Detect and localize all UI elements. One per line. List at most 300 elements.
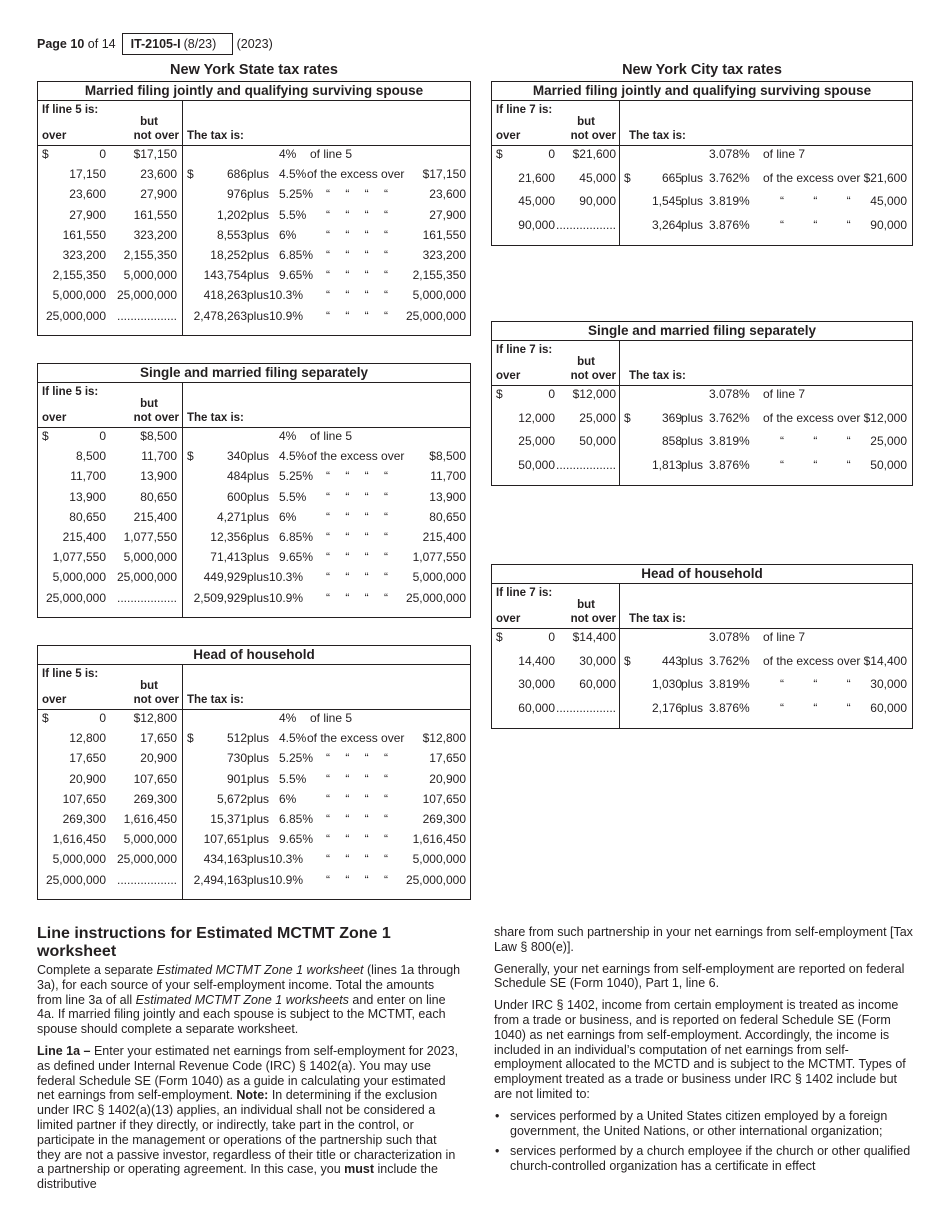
dollar-sign: $ — [42, 711, 49, 725]
table-row — [38, 530, 182, 550]
plus-label: plus — [247, 449, 270, 464]
not-over-value: $17,150 — [133, 147, 177, 161]
base-tax: 2,478,263 — [193, 308, 247, 323]
table-row — [38, 167, 182, 187]
table-row — [183, 812, 470, 832]
not-over-value: 25,000,000 — [116, 570, 177, 585]
over-value: 17,650 — [69, 751, 106, 766]
of-label: of — [87, 37, 99, 51]
rate-description: “ “ “ “ — [326, 751, 388, 766]
plus-label: plus — [247, 308, 270, 323]
excess-over: $12,800 — [422, 731, 466, 746]
not-over-value: 90,000 — [579, 194, 616, 208]
excess-over: 5,000,000 — [412, 852, 466, 867]
rate-description: “ “ “ “ — [326, 509, 388, 524]
table-row — [38, 731, 182, 751]
rate-description: of line 5 — [310, 711, 353, 725]
rate: 10.9% — [269, 590, 304, 605]
excess-over: 17,650 — [429, 751, 466, 766]
rate: 3.078% — [709, 630, 750, 644]
instructions-right — [494, 925, 914, 1180]
spacer — [38, 329, 182, 335]
rate: 10.9% — [269, 872, 304, 887]
not-over-label: not over — [570, 613, 616, 625]
dollar-sign: $ — [187, 449, 194, 464]
line-1a-text-1: Enter your estimated net earnings from self-employment for 2023, as defined under Internal Revenue Code (IRC) § 1402(a). You may use federal Schedule SE (Form 1040) as a guide in calculating your estimated net earnings from self-employment. — [37, 1043, 459, 1103]
rate-description: of the excess over — [307, 167, 405, 182]
base-tax: 443 — [661, 653, 682, 668]
tax-is-label: The tax is: — [187, 130, 244, 142]
not-over-value: 161,550 — [133, 207, 177, 222]
table-row — [492, 677, 619, 701]
bracket-header — [38, 383, 183, 427]
table-row — [620, 171, 912, 195]
plus-label: plus — [681, 217, 704, 232]
over-value: 1,616,450 — [52, 832, 106, 847]
plus-label: plus — [247, 751, 270, 766]
tax-column — [620, 386, 912, 485]
rate: 3.876% — [709, 700, 750, 715]
base-tax: 143,754 — [203, 268, 247, 283]
tax-column — [620, 629, 912, 728]
over-label: over — [42, 412, 67, 424]
not-over-value: 11,700 — [141, 449, 177, 464]
table-row — [38, 449, 182, 469]
table-row — [492, 147, 619, 171]
over-value: 25,000,000 — [45, 308, 106, 323]
page-number: 10 — [70, 37, 85, 51]
line-1a-text-2: In determining if the exclusion under IRC § 1402(a)(13) applies, an individual shall not be considered a limited partner if they directly, or indirectly, take part in the control, or participate in the management or operations of the partnership such that they are not a passive investor, regardless of their title or characterization in a partnership or operating agreement. In this case, you — [37, 1088, 456, 1177]
rate-description: of line 7 — [763, 147, 806, 161]
nys-title: New York State tax rates — [170, 62, 338, 78]
base-tax: 1,813 — [651, 457, 682, 472]
tax-column — [183, 710, 470, 899]
not-over-value: 5,000,000 — [123, 832, 177, 847]
table-row — [38, 228, 182, 248]
table-row — [38, 852, 182, 872]
base-tax: 369 — [661, 410, 682, 425]
rate-description: of line 5 — [310, 429, 353, 443]
table-row — [183, 832, 470, 852]
base-tax: 901 — [226, 771, 247, 786]
nys-table-head-of-household — [37, 645, 471, 900]
table-row — [183, 550, 470, 570]
rate-description: “ “ “ “ — [326, 550, 388, 565]
over-value: 269,300 — [62, 811, 106, 826]
table-body — [38, 146, 470, 335]
over-value: 5,000,000 — [52, 570, 106, 585]
over-value: 215,400 — [62, 529, 106, 544]
not-over-value: 50,000 — [579, 434, 616, 448]
intro-worksheet-name-2: Estimated MCTMT Zone 1 worksheets — [135, 992, 349, 1007]
base-tax: 418,263 — [203, 288, 247, 303]
base-tax: 730 — [226, 751, 247, 766]
spacer — [38, 893, 182, 899]
plus-label: plus — [247, 509, 270, 524]
plus-label: plus — [247, 872, 270, 887]
rate: 10.9% — [269, 308, 304, 323]
over-value: 20,900 — [69, 771, 106, 786]
spacer — [492, 241, 619, 245]
over-value: 0 — [548, 147, 555, 161]
spacer — [38, 611, 182, 617]
table-row — [38, 268, 182, 288]
over-value: 107,650 — [62, 791, 106, 806]
table-row — [183, 490, 470, 510]
base-tax: 1,545 — [651, 194, 682, 208]
plus-label: plus — [247, 771, 270, 786]
if-line-label: If line 7 is: — [496, 104, 553, 116]
rate: 6% — [279, 509, 297, 524]
plus-label: plus — [681, 410, 704, 425]
excess-over: 45,000 — [870, 194, 907, 208]
continuation-paragraph: share from such partnership in your net earnings from self-employment [Tax Law § 800(e)]. — [494, 925, 913, 954]
plus-label: plus — [681, 170, 704, 185]
rate-description: “ “ “ “ — [326, 852, 388, 867]
rate: 4% — [279, 147, 297, 161]
table-row — [38, 792, 182, 812]
over-value: 12,000 — [518, 410, 555, 425]
rate-description: “ “ “ “ — [326, 489, 388, 504]
over-value: 90,000 — [518, 217, 555, 232]
but-label: but — [140, 116, 158, 128]
table-row — [620, 411, 912, 435]
over-label: over — [42, 694, 67, 706]
base-tax: 484 — [226, 469, 247, 484]
table-row — [492, 387, 619, 411]
rate-description: “ “ “ “ — [326, 832, 388, 847]
rate-description: “ “ “ — [780, 434, 851, 448]
rate: 4.5% — [279, 731, 307, 746]
rate: 5.5% — [279, 207, 307, 222]
rate-description: “ “ “ “ — [326, 872, 388, 887]
base-tax: 449,929 — [203, 570, 247, 585]
table-column-headers — [492, 584, 912, 629]
rate-description: “ “ “ “ — [326, 529, 388, 544]
dollar-sign: $ — [624, 410, 631, 425]
rate: 10.3% — [269, 570, 304, 585]
over-value: 60,000 — [518, 700, 555, 715]
table-row — [183, 570, 470, 590]
excess-over: 215,400 — [422, 529, 466, 544]
if-line-label: If line 5 is: — [42, 668, 99, 680]
intro-text-3: and enter on line 4a. If married filing jointly and each spouse is subject to the MCTMT, each spouse should complete a separate worksheet. — [37, 992, 446, 1037]
rate: 9.65% — [279, 268, 314, 283]
table-row — [38, 208, 182, 228]
bracket-header — [38, 101, 183, 145]
table-row — [38, 873, 182, 893]
plus-label: plus — [247, 852, 270, 867]
table-row — [620, 701, 912, 725]
rate: 9.65% — [279, 832, 314, 847]
rate-description: of the excess over — [307, 731, 405, 746]
table-row — [38, 248, 182, 268]
rate: 3.762% — [709, 410, 750, 425]
not-over-value: 5,000,000 — [123, 550, 177, 565]
form-revision: (8/23) — [183, 37, 217, 51]
rate-description: “ “ “ — [780, 457, 851, 472]
rate: 3.819% — [709, 434, 750, 448]
plus-label: plus — [247, 469, 270, 484]
base-tax: 71,413 — [210, 550, 247, 565]
table-row — [183, 591, 470, 611]
not-over-value: .................. — [116, 872, 177, 887]
but-label: but — [140, 680, 158, 692]
not-over-value: .................. — [116, 308, 177, 323]
page-label: Page — [37, 37, 67, 51]
table-row — [183, 187, 470, 207]
bracket-header — [492, 584, 620, 628]
table-row — [183, 228, 470, 248]
not-over-value: $12,000 — [572, 387, 616, 401]
generally-paragraph: Generally, your net earnings from self-employment are reported on federal Schedule SE (Form 1040), Part 1, line 6. — [494, 961, 905, 991]
excess-over: 60,000 — [870, 700, 907, 715]
table-row — [492, 458, 619, 482]
excess-over: 25,000 — [870, 434, 907, 448]
nyc-table-single — [491, 321, 913, 486]
not-over-value: 5,000,000 — [123, 268, 177, 283]
table-row — [620, 458, 912, 482]
base-tax: 434,163 — [203, 852, 247, 867]
bracket-column — [492, 386, 620, 485]
table-row — [38, 832, 182, 852]
over-label: over — [496, 370, 521, 382]
dollar-sign: $ — [187, 167, 194, 182]
excess-over: 90,000 — [870, 217, 907, 232]
rate: 4.5% — [279, 167, 307, 182]
plus-label: plus — [681, 677, 704, 691]
rate-description: “ “ “ — [780, 677, 851, 691]
excess-over: 107,650 — [422, 791, 466, 806]
not-over-label: not over — [570, 370, 616, 382]
not-over-value: .................. — [555, 700, 616, 715]
rate: 3.819% — [709, 194, 750, 208]
table-row — [183, 309, 470, 329]
table-row — [183, 288, 470, 308]
rate: 3.078% — [709, 147, 750, 161]
table-row — [492, 434, 619, 458]
list-item: • services performed by a United States citizen employed by a foreign government, the United Nations, or other international organization; — [494, 1109, 914, 1139]
table-row — [183, 449, 470, 469]
bracket-column — [492, 146, 620, 245]
not-over-value: 323,200 — [133, 227, 177, 242]
not-over-value: 80,650 — [140, 489, 177, 504]
plus-label: plus — [247, 832, 270, 847]
table-column-headers — [492, 341, 912, 386]
table-row — [183, 711, 470, 731]
base-tax: 976 — [226, 187, 247, 202]
plus-label: plus — [681, 194, 704, 208]
rate-description: “ “ “ “ — [326, 811, 388, 826]
bracket-column — [38, 710, 183, 899]
plus-label: plus — [247, 247, 270, 262]
rate: 5.25% — [279, 187, 314, 202]
over-value: 0 — [99, 711, 106, 725]
table-title: Single and married filing separately — [492, 322, 912, 341]
rate: 6.85% — [279, 529, 314, 544]
rate-description: “ “ “ “ — [326, 469, 388, 484]
table-row — [38, 751, 182, 771]
excess-over: 13,900 — [429, 489, 466, 504]
excess-over: 11,700 — [430, 469, 466, 484]
plus-label: plus — [247, 811, 270, 826]
plus-label: plus — [247, 489, 270, 504]
plus-label: plus — [247, 590, 270, 605]
not-over-value: $14,400 — [572, 630, 616, 644]
table-body — [38, 710, 470, 899]
nyc-table-married-joint — [491, 81, 913, 246]
table-row — [492, 411, 619, 435]
rate: 5.25% — [279, 751, 314, 766]
over-value: 14,400 — [518, 653, 555, 668]
table-row — [620, 387, 912, 411]
not-over-value: 25,000,000 — [116, 288, 177, 303]
excess-over: 27,900 — [429, 207, 466, 222]
base-tax: 2,509,929 — [193, 590, 247, 605]
rate: 3.762% — [709, 170, 750, 185]
rate: 6% — [279, 227, 297, 242]
table-row — [492, 654, 619, 678]
table-row — [183, 530, 470, 550]
base-tax: 1,202 — [216, 207, 247, 222]
line-1a-label: Line 1a – — [37, 1043, 91, 1058]
tax-is-label: The tax is: — [629, 370, 686, 382]
rate: 5.5% — [279, 489, 307, 504]
not-over-value: 107,650 — [133, 771, 177, 786]
table-title: Single and married filing separately — [38, 364, 470, 383]
rate-description: “ “ “ “ — [326, 791, 388, 806]
base-tax: 2,494,163 — [193, 872, 247, 887]
rate: 4% — [279, 711, 297, 725]
if-line-label: If line 5 is: — [42, 386, 99, 398]
base-tax: 600 — [226, 489, 247, 504]
table-row — [38, 309, 182, 329]
not-over-value: 2,155,350 — [123, 247, 177, 262]
not-over-label: not over — [133, 130, 179, 142]
table-row — [38, 570, 182, 590]
tax-column — [183, 428, 470, 617]
excess-over: 23,600 — [429, 187, 466, 202]
over-value: 13,900 — [69, 489, 106, 504]
tax-column — [183, 146, 470, 335]
table-row — [38, 490, 182, 510]
rate: 6.85% — [279, 247, 314, 262]
table-row — [183, 167, 470, 187]
rate: 4% — [279, 429, 297, 443]
dollar-sign: $ — [496, 387, 503, 401]
employment-types-list — [494, 1109, 914, 1174]
rate: 3.762% — [709, 653, 750, 668]
not-over-value: 215,400 — [133, 509, 177, 524]
over-value: 30,000 — [518, 677, 555, 691]
table-row — [620, 630, 912, 654]
table-column-headers — [38, 665, 470, 710]
excess-over: 1,077,550 — [412, 550, 466, 565]
over-value: 0 — [99, 147, 106, 161]
table-title: Head of household — [492, 565, 912, 584]
over-value: 5,000,000 — [52, 852, 106, 867]
table-row — [183, 469, 470, 489]
table-body — [38, 428, 470, 617]
not-over-value: 23,600 — [140, 167, 177, 182]
plus-label: plus — [681, 457, 704, 472]
rate-description: “ “ “ “ — [326, 771, 388, 786]
excess-over: $8,500 — [429, 449, 466, 464]
over-value: 0 — [99, 429, 106, 443]
bracket-header — [492, 101, 620, 145]
base-tax: 512 — [226, 731, 247, 746]
but-label: but — [140, 398, 158, 410]
over-value: 2,155,350 — [52, 268, 106, 283]
table-row — [38, 510, 182, 530]
rate: 6.85% — [279, 811, 314, 826]
rate-description: “ “ “ “ — [326, 187, 388, 202]
not-over-value: 25,000,000 — [116, 852, 177, 867]
excess-over: 1,616,450 — [412, 832, 466, 847]
table-row — [183, 852, 470, 872]
rate-description: of the excess over — [763, 170, 861, 185]
dollar-sign: $ — [496, 147, 503, 161]
table-row — [620, 434, 912, 458]
excess-over: 20,900 — [429, 771, 466, 786]
table-row — [183, 772, 470, 792]
not-over-value: $12,800 — [133, 711, 177, 725]
plus-label: plus — [247, 570, 270, 585]
not-over-value: 1,616,450 — [123, 811, 177, 826]
table-row — [620, 194, 912, 218]
tax-header — [620, 341, 912, 385]
table-title: Married filing jointly and qualifying surviving spouse — [38, 82, 470, 101]
not-over-value: 30,000 — [579, 653, 616, 668]
table-body — [492, 386, 912, 485]
base-tax: 8,553 — [216, 227, 247, 242]
excess-over: 5,000,000 — [412, 288, 466, 303]
tax-header — [620, 584, 912, 628]
table-row — [183, 792, 470, 812]
dollar-sign: $ — [187, 731, 194, 746]
over-value: 25,000,000 — [45, 590, 106, 605]
over-value: 25,000 — [518, 434, 555, 448]
bracket-header — [38, 665, 183, 709]
nys-table-married-joint — [37, 81, 471, 336]
not-over-value: 25,000 — [579, 410, 616, 425]
rate-description: “ “ “ — [780, 700, 851, 715]
plus-label: plus — [681, 700, 704, 715]
base-tax: 107,651 — [203, 832, 247, 847]
not-over-value: .................. — [555, 217, 616, 232]
table-row — [492, 630, 619, 654]
over-value: 1,077,550 — [52, 550, 106, 565]
over-value: 45,000 — [518, 194, 555, 208]
excess-over: 25,000,000 — [405, 308, 466, 323]
base-tax: 340 — [226, 449, 247, 464]
table-column-headers — [492, 101, 912, 146]
bracket-header — [492, 341, 620, 385]
over-value: 80,650 — [69, 509, 106, 524]
rate: 3.876% — [709, 217, 750, 232]
over-value: 8,500 — [75, 449, 106, 464]
over-value: 12,800 — [69, 731, 106, 746]
dollar-sign: $ — [624, 170, 631, 185]
instructions-left — [37, 925, 462, 1199]
table-row — [183, 510, 470, 530]
spacer — [492, 724, 619, 728]
base-tax: 12,356 — [210, 529, 247, 544]
base-tax: 18,252 — [210, 247, 247, 262]
rate-description: of the excess over — [307, 449, 405, 464]
rate-description: of line 7 — [763, 387, 806, 401]
excess-over: 2,155,350 — [412, 268, 466, 283]
